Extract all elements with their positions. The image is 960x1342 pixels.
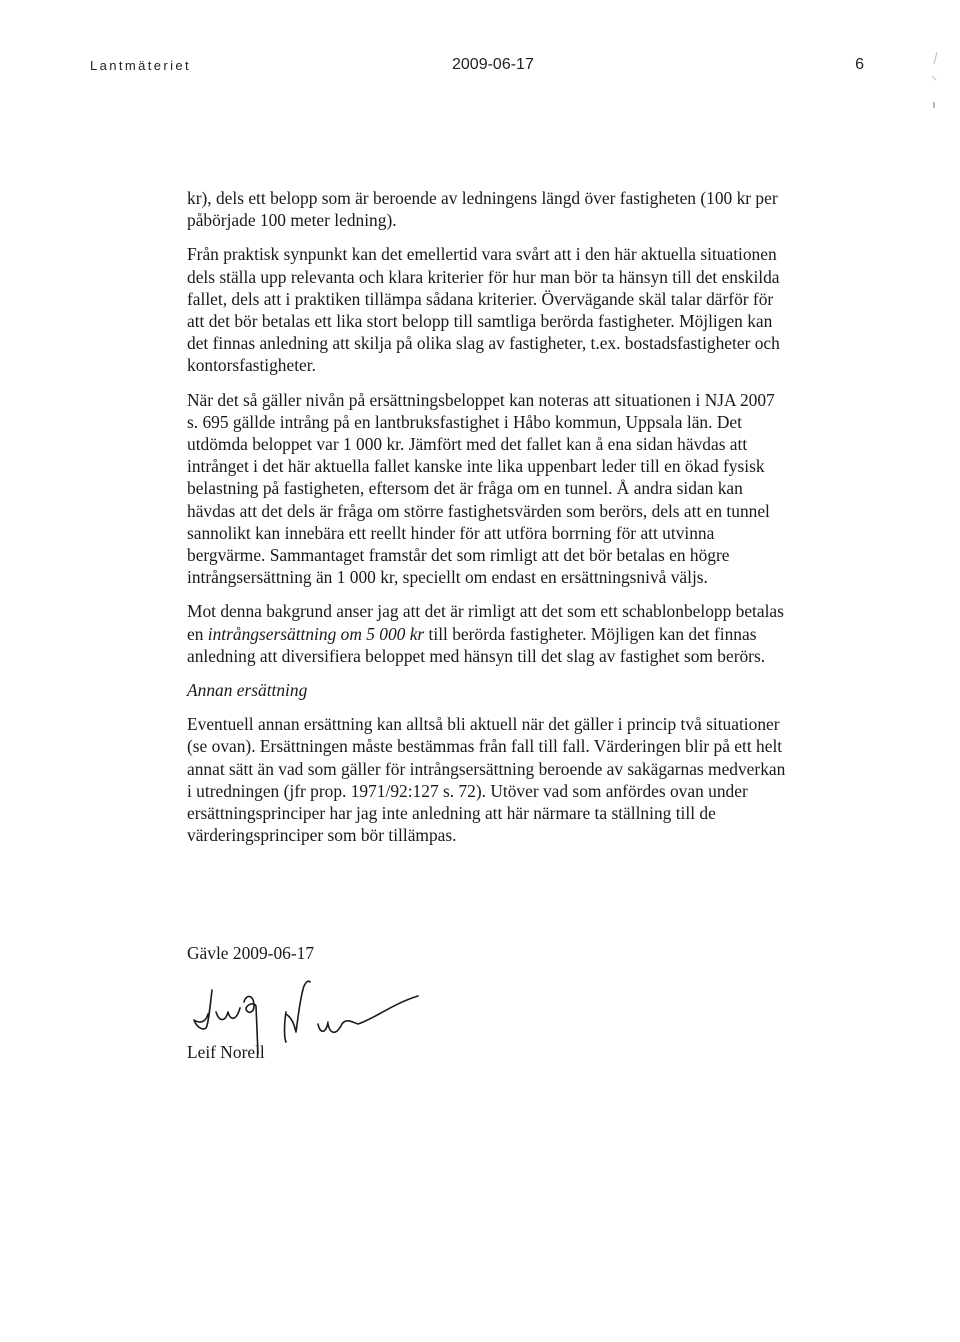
paragraph-4-emphasis: intrångsersättning om 5 000 kr xyxy=(207,623,425,644)
paragraph-3: När det så gäller nivån på ersättningsbeloppet kan noteras att situationen i NJA 2007 s. 695 gällde intrång på en lantbruksfastighet i Håbo kommun, Uppsala län. Det utdömda beloppet var 1 000 kr. Jämfört med det fallet kan å ena sidan hävdas att intrånget i det här aktuella fallet kanske inte lika uppenbart leder till en ökad fysisk belastning på fastigheten, eftersom det är fråga om en tunnel. Å andra sidan kan hävdas att det dels är fråga om större fastighetsvärden som berörs, dels att en tunnel sannolikt kan innebära ett reellt hinder för att utföra borrning för att utvinna bergvärme. Sammantaget framstår det som rimligt att det bör betalas en högre intrångsersättning än 1 000 kr, speciellt om endast en ersättningsnivå väljs. xyxy=(187,389,775,588)
document-body xyxy=(187,187,787,858)
page-header xyxy=(90,56,864,80)
paragraph-5: Eventuell annan ersättning kan alltså bli aktuell när det gäller i princip två situationer (se ovan). Ersättningen måste bestämmas från fall till fall. Värderingen blir på ett helt annat sätt än vad som gäller för intrångsersättning beroende av sakägarnas medverkan i utredningen (jfr prop. 1971/92:127 s. 72). Utöver vad som anfördes ovan under ersättningsprinciper har jag inte anledning att här närmare ta ställning till de värderingsprinciper som bör tillämpas. xyxy=(187,714,786,846)
header-date: 2009-06-17 xyxy=(452,56,534,73)
scan-mark xyxy=(928,50,942,110)
organization-name: Lantmäteriet xyxy=(90,58,192,73)
place-date: Gävle 2009-06-17 xyxy=(187,943,315,963)
signer-name: Leif Norell xyxy=(187,1042,265,1062)
paragraph-4-before: Mot denna bakgrund anser jag att det är rimligt att det som ett schablonbelopp betalas en xyxy=(187,601,784,644)
paragraph-4-after: till berörda fastigheter. Möjligen kan det finnas anledning att diversifiera beloppet med hänsyn till det slag av fastighet som berörs. xyxy=(187,623,766,666)
paragraph-2: Från praktisk synpunkt kan det emellertid vara svårt att i den här aktuella situationen dels ställa upp relevanta och klara kriterier för hur man bör ta hänsyn till det enskilda fallet, dels att i praktiken tillämpa sådana kriterier. Övervägande skäl talar därför för att det bör betalas ett lika stort belopp till samtliga berörda fastigheter. Möjligen kan det finnas anledning att skilja på olika slag av fastigheter, t.ex. bostadsfastigheter och kontorsfastigheter. xyxy=(187,244,780,376)
subheading: Annan ersättning xyxy=(187,680,308,701)
paragraph-4 xyxy=(187,600,787,667)
page-number: 6 xyxy=(855,56,864,73)
paragraph-1: kr), dels ett belopp som är beroende av ledningens längd över fastigheten (100 kr per påbörjade 100 meter ledning). xyxy=(187,188,778,231)
